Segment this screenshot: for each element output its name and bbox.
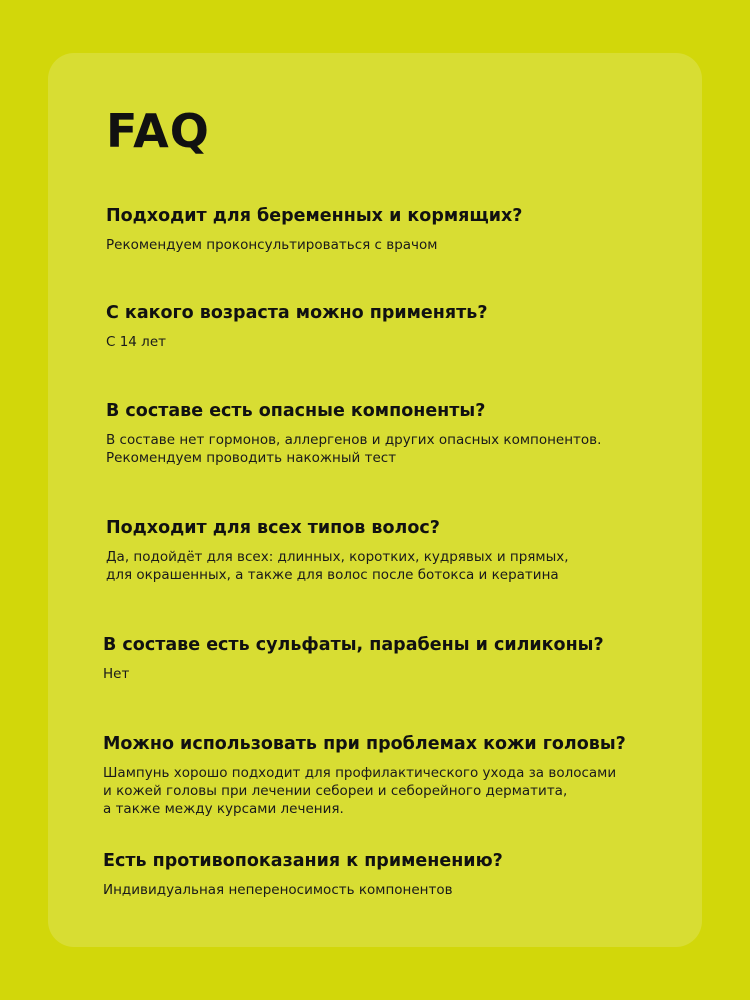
faq-question: С какого возраста можно применять? — [106, 303, 488, 323]
faq-question: Подходит для всех типов волос? — [106, 518, 440, 538]
faq-question: Можно использовать при проблемах кожи головы? — [103, 734, 626, 754]
faq-question: Есть противопоказания к применению? — [103, 851, 503, 871]
faq-question: В составе есть опасные компоненты? — [106, 401, 486, 421]
faq-item — [106, 399, 672, 467]
faq-answer: Шампунь хорошо подходит для профилактического ухода за волосами и кожей головы при лечении себореи и себорейного дерматита, а также между курсами лечения. — [103, 765, 617, 817]
faq-item — [106, 516, 672, 584]
faq-item — [106, 204, 672, 254]
faq-answer: Индивидуальная непереносимость компонентов — [103, 882, 453, 898]
faq-question: Подходит для беременных и кормящих? — [106, 206, 523, 226]
faq-answer: Нет — [103, 666, 130, 682]
faq-answer: С 14 лет — [106, 334, 166, 350]
faq-item — [103, 732, 672, 818]
faq-answer: Да, подойдёт для всех: длинных, коротких, кудрявых и прямых, для окрашенных, а также для волос после ботокса и кератина — [106, 549, 569, 583]
faq-title: FAQ — [106, 104, 210, 158]
faq-answer: В составе нет гормонов, аллергенов и других опасных компонентов. Рекомендуем проводить накожный тест — [106, 432, 602, 466]
faq-item — [103, 633, 672, 683]
faq-answer: Рекомендуем проконсультироваться с врачом — [106, 237, 438, 253]
faq-item — [106, 301, 672, 351]
faq-card — [48, 53, 702, 947]
faq-question: В составе есть сульфаты, парабены и силиконы? — [103, 635, 604, 655]
faq-item — [103, 849, 672, 899]
